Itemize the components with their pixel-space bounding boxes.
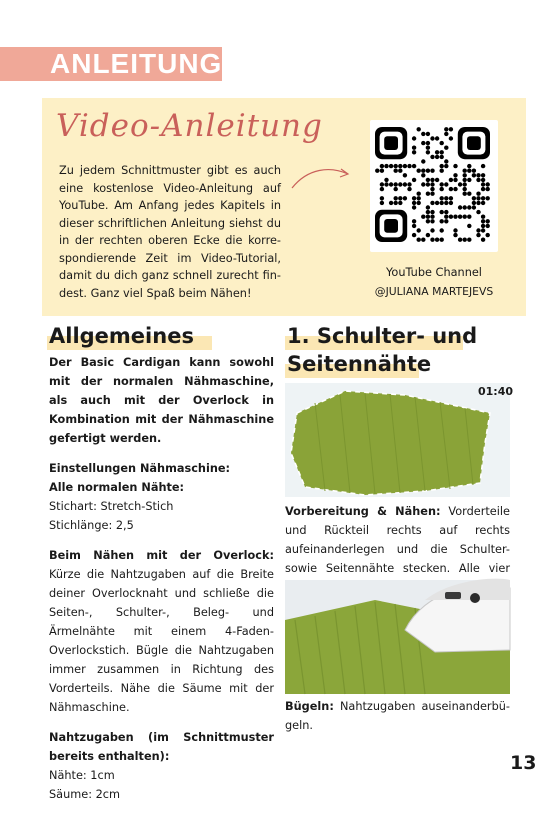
seam-naehte: Nähte: 1cm (49, 769, 115, 782)
section-heading-allgemeines: Allgemeines (49, 324, 194, 348)
video-timestamp: 01:40 (478, 385, 514, 398)
qr-code-icon (375, 125, 493, 247)
overlock-text: Kürze die Nahtzugaben auf die Breite deiner Overlocknaht und schließe die Seiten-, Schulter-, Beleg- und Ärmelnähte mit einem 4-Faden-Overlockstich. Bügle die Nahtzugaben immer zusammen in Richtung des Vorderteils. Nähe die Säume mit der Nähmaschine. (49, 568, 274, 714)
section-heading-schulter-line2: Seitennähte (287, 352, 432, 376)
video-description: Zu jedem Schnittmuster gibt es auch eine kostenlose Video-Anleitung auf YouTube. Am Anfang jedes Kapitels in dieser schriftlichen Anleitung siehst du in der rechten oberen Ecke die korrespondierende Zeit im Video-Tutorial, damit du dich ganz schnell zurecht findest. Ganz viel Spaß beim Nähen! (59, 164, 281, 300)
settings-subtitle: Alle normalen Nähte: (49, 481, 185, 494)
page-title: ANLEITUNG (50, 48, 223, 79)
iron-text: Nahtzugaben auseinanderbügeln. (285, 700, 510, 732)
stitch-type: Stichart: Stretch-Stich (49, 500, 174, 513)
settings-title: Einstellungen Nähmaschine: (49, 462, 231, 475)
section-heading-schulter-line1: 1. Schulter- und (287, 324, 478, 348)
page-number: 13 (510, 752, 537, 774)
photo-fabric-pinned (285, 383, 510, 497)
iron-label: Bügeln: (285, 700, 334, 713)
allgemeines-column (49, 353, 274, 815)
prep-label: Vorbereitung & Nähen: (285, 505, 441, 518)
seam-title: Nahtzugaben (im Schnittmuster bereits enthalten): (49, 731, 274, 763)
settings-block (49, 459, 274, 535)
video-title: Video-Anleitung (56, 108, 323, 144)
ironing-paragraph (285, 697, 510, 735)
seam-saeume: Säume: 2cm (49, 788, 121, 801)
arrow-icon (290, 162, 352, 192)
prep-text: Vorderteile und Rückteil rechts auf rechts aufeinanderlegen und die Schulter- sowie Seitennähte stecken. Alle vier (285, 505, 510, 575)
qr-code[interactable] (370, 120, 498, 252)
seam-allowance-block (49, 728, 274, 804)
photo-ironing (285, 580, 510, 694)
stitch-length: Stichlänge: 2,5 (49, 519, 134, 532)
overlock-label: Beim Nähen mit der Overlock: (49, 549, 274, 562)
overlock-paragraph (49, 546, 274, 717)
intro-paragraph: Der Basic Cardigan kann sowohl mit der normalen Nähmaschine, als auch mit der Overlock in Kombination mit der Nähmaschine gefertigt werden. (49, 356, 274, 445)
youtube-channel-label: YouTube Channel (386, 266, 482, 279)
youtube-channel-handle: @JULIANA MARTEJEVS (374, 285, 494, 298)
